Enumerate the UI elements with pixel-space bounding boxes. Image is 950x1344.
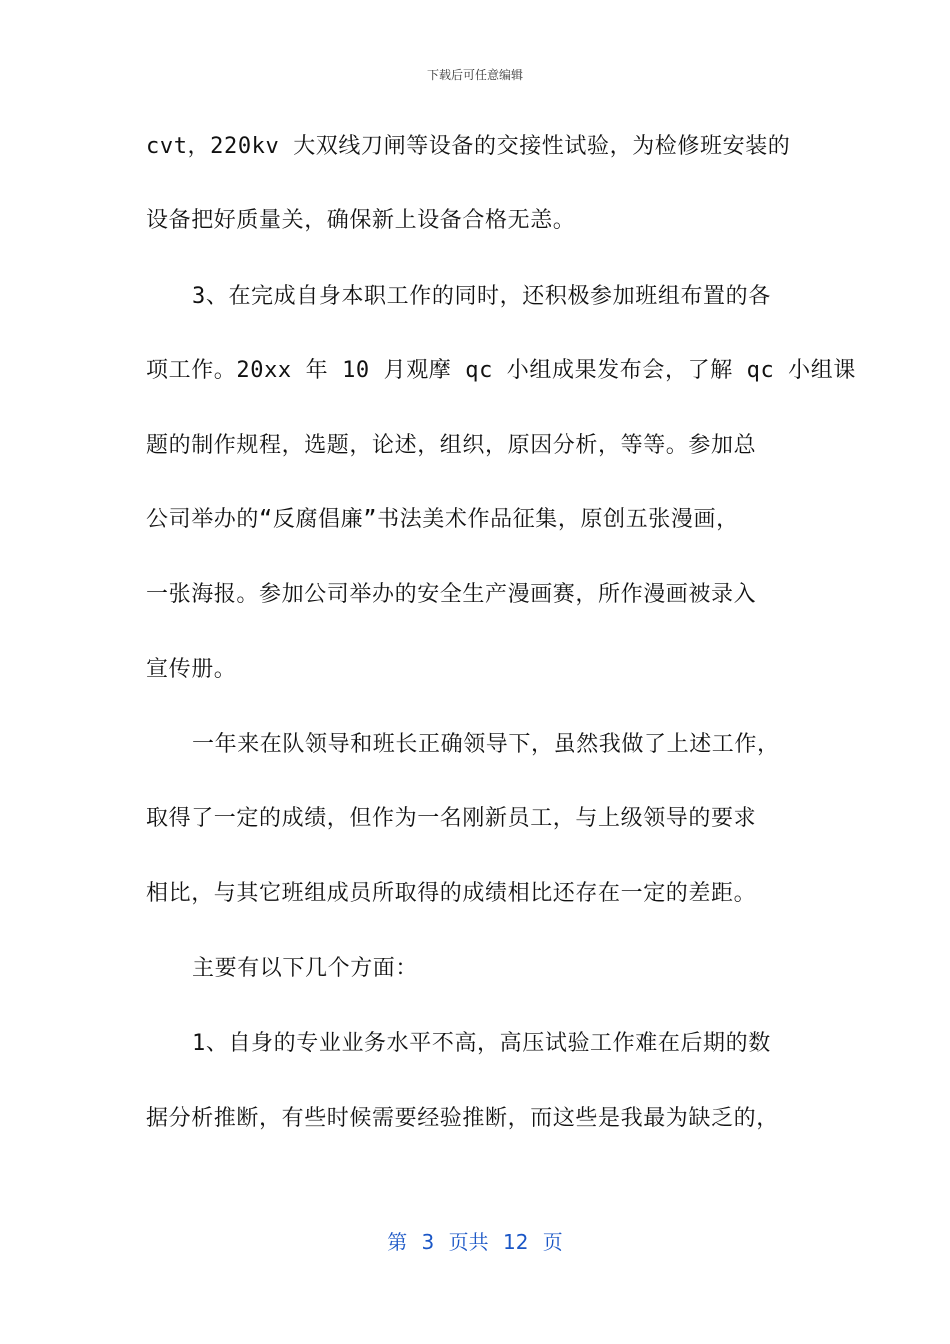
- body-line-3: 3、在完成自身本职工作的同时，还积极参加班组布置的各: [192, 284, 771, 309]
- body-line-11: 相比，与其它班组成员所取得的成绩相比还存在一定的差距。: [146, 881, 757, 906]
- body-line-1: cvt，220kv 大双线刀闸等设备的交接性试验，为检修班安装的: [146, 134, 791, 159]
- body-line-6: 公司举办的“反腐倡廉”书法美术作品征集，原创五张漫画，: [146, 507, 739, 532]
- page-number: 第 3 页共 12 页: [387, 1230, 563, 1254]
- body-line-8: 宣传册。: [146, 657, 237, 682]
- body-line-5: 题的制作规程，选题，论述，组织，原因分析，等等。参加总: [146, 433, 757, 458]
- body-line-13: 1、自身的专业业务水平不高，高压试验工作难在后期的数: [192, 1031, 771, 1056]
- body-line-4: 项工作。20xx 年 10 月观摩 qc 小组成果发布会，了解 qc 小组课: [146, 358, 856, 383]
- body-line-7: 一张海报。参加公司举办的安全生产漫画赛，所作漫画被录入: [146, 582, 757, 607]
- page-header: 下载后可任意编辑: [426, 68, 523, 82]
- body-line-12: 主要有以下几个方面：: [192, 956, 419, 981]
- body-line-10: 取得了一定的成绩，但作为一名刚新员工，与上级领导的要求: [146, 806, 757, 831]
- body-line-2: 设备把好质量关，确保新上设备合格无恙。: [146, 208, 576, 233]
- body-line-9: 一年来在队领导和班长正确领导下，虽然我做了上述工作，: [192, 732, 780, 757]
- body-line-14: 据分析推断，有些时候需要经验推断，而这些是我最为缺乏的，: [146, 1106, 779, 1131]
